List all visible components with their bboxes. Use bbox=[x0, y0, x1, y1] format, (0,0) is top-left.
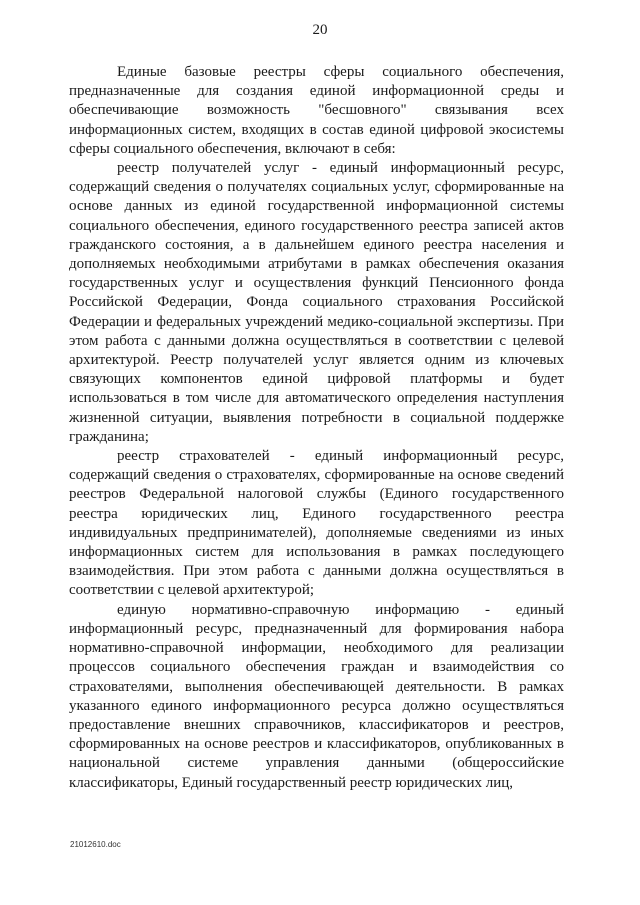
paragraph-insurers-registry: реестр страхователей - единый информационный ресурс, содержащий сведения о страхователях, сформированные на основе сведений реестров Федеральной налоговой службы (Единого государственного реестра юридических лиц, Единого государственного реестра индивидуальных предпринимателей), дополняемые сведениями из иных информационных систем для использования в рамках последующего взаимодействия. При этом работа с данными должна осуществляться в соответствии с целевой архитектурой; bbox=[69, 448, 564, 599]
page-number: 20 bbox=[312, 22, 328, 38]
document-body bbox=[69, 63, 564, 793]
paragraph-intro: Единые базовые реестры сферы социального обеспечения, предназначенные для создания единой информационной среды и обеспечивающие возможность "бесшовного" связывания всех информационных систем, входящих в состав единой цифровой экосистемы сферы социального обеспечения, включают в себя: bbox=[69, 64, 564, 157]
paragraph-recipients-registry: реестр получателей услуг - единый информационный ресурс, содержащий сведения о получателях социальных услуг, сформированные на основе данных из единой государственной информационной системы социального обеспечения, единого государственного реестра записей актов гражданского состояния, а в дальнейшем единого реестра населения и дополняемых необходимыми атрибутами в рамках обеспечения оказания государственных услуг и осуществления функций Пенсионного фонда Российской Федерации, Фонда социального страхования Российской Федерации и федеральных учреждений медико-социальной экспертизы. При этом работа с данными должна осуществляться в соответствии с целевой архитектурой. Реестр получателей услуг является одним из ключевых связующих компонентов единой цифровой платформы и будет использоваться в том числе для автоматического определения наступления жизненной ситуации, выявления потребности в социальной поддержке гражданина; bbox=[69, 160, 564, 445]
document-file-code: 21012610.doc bbox=[70, 840, 121, 849]
paragraph-reference-information: единую нормативно-справочную информацию - единый информационный ресурс, предназначенный для формирования набора нормативно-справочной информации, необходимого для реализации процессов социального обеспечения граждан и взаимодействия со страхователями, выполнения обеспечивающей деятельности. В рамках указанного единого информационного ресурса должно осуществляться предоставление внешних справочников, классификаторов и реестров, сформированных на основе реестров и классификаторов, опубликованных в национальной системе управления данными (общероссийские классификаторы, Единый государственный реестр юридических лиц, bbox=[69, 601, 564, 791]
